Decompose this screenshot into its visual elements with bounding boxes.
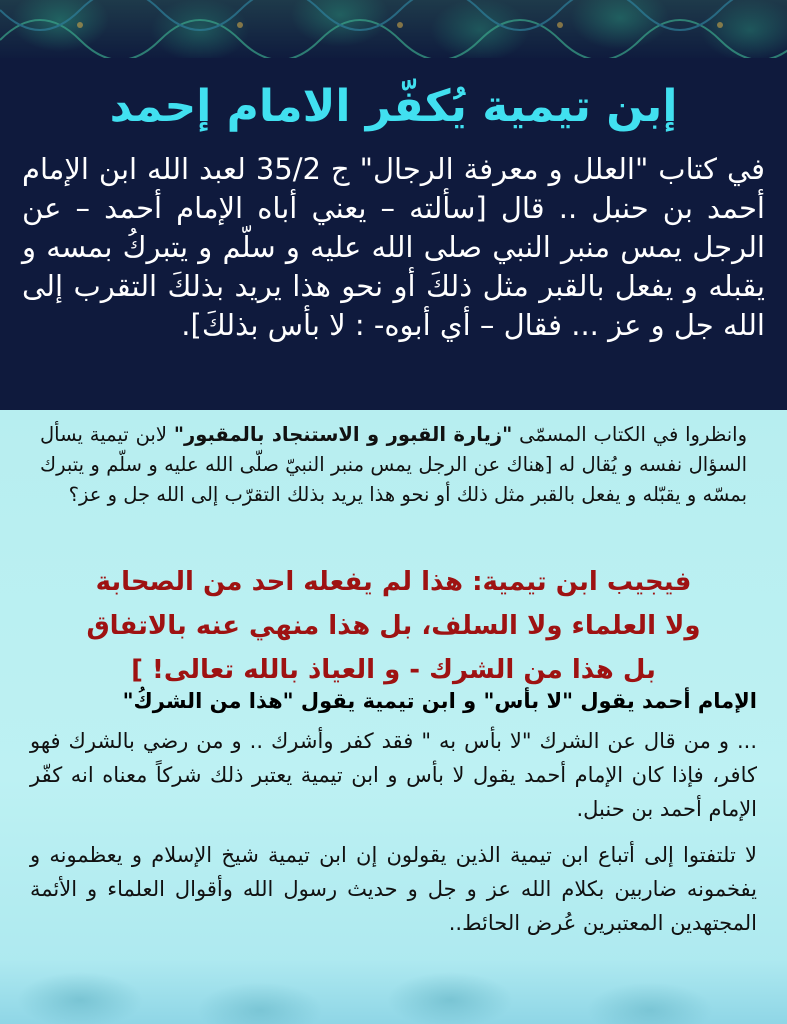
book-title: "زيارة القبور و الاستنجاد بالمقبور" xyxy=(173,423,513,446)
answer-line: فيجيب ابن تيمية: هذا لم يفعله احد من الصحابة xyxy=(95,567,692,597)
closing-paragraph: لا تلتفتوا إلى أتباع ابن تيمية الذين يقولون إن ابن تيمية شيخ الإسلام و يعظمونه و يفخمونه ضاربين بكلام الله عز و جل و حديث رسول الله وأقوال العلماء و الأئمة المجتهدين المعتبرين عُرض الحائط.. xyxy=(30,843,757,935)
page-title: إبن تيمية يُكفّر الامام إحمد xyxy=(109,81,678,132)
ibn-taymiyya-answer xyxy=(30,560,757,692)
reference-rest: لابن تيمية يسأل السؤال نفسه و يُقال له [هناك عن الرجل يمس منبر النبيّ صلّى الله عليه و سلّم و يتبرك بمسّه و يقبّله و يفعل بالقبر مثل ذلك أو نحو هذا يريد بذلك التقرّب إلى الله جل و عز؟ xyxy=(40,423,747,506)
top-ornament-band xyxy=(0,0,787,58)
bottom-ornament-band xyxy=(0,960,787,1024)
reference-paragraph xyxy=(40,420,747,510)
arabesque-ornament-icon xyxy=(0,0,787,58)
intro-paragraph: في كتاب "العلل و معرفة الرجال" ج 35/2 لعبد الله ابن الإمام أحمد بن حنبل .. قال [سألته – يعني أباه الإمام أحمد – عن الرجل يمس منبر النبي صلى الله عليه و سلّم و يتبركُ بمسه و يقبله و يفعل بالقبر مثل ذلكَ أو نحو هذا يريد بذلكَ التقرب إلى الله جل و عز ... فقال – أي أبوه- : لا بأس بذلكَ]. xyxy=(22,152,765,342)
comparison-heading: الإمام أحمد يقول "لا بأس" و ابن تيمية يقول "هذا من الشركُ" xyxy=(122,689,757,713)
answer-line: ولا العلماء ولا السلف، بل هذا منهي عنه بالاتفاق xyxy=(86,611,701,641)
reference-lead: وانظروا في الكتاب المسمّى xyxy=(512,423,747,446)
conclusion-paragraph: ... و من قال عن الشرك "لا بأس به " فقد كفر وأشرك .. و من رضي بالشرك فهو كافر، فإذا كان الإمام أحمد يقول لا بأس و ابن تيمية يعتبر ذلك شركاً معناه انه كفّر الإمام أحمد بن حنبل. xyxy=(30,729,757,821)
answer-line: بل هذا من الشرك - و العياذ بالله تعالى! ] xyxy=(131,655,656,685)
